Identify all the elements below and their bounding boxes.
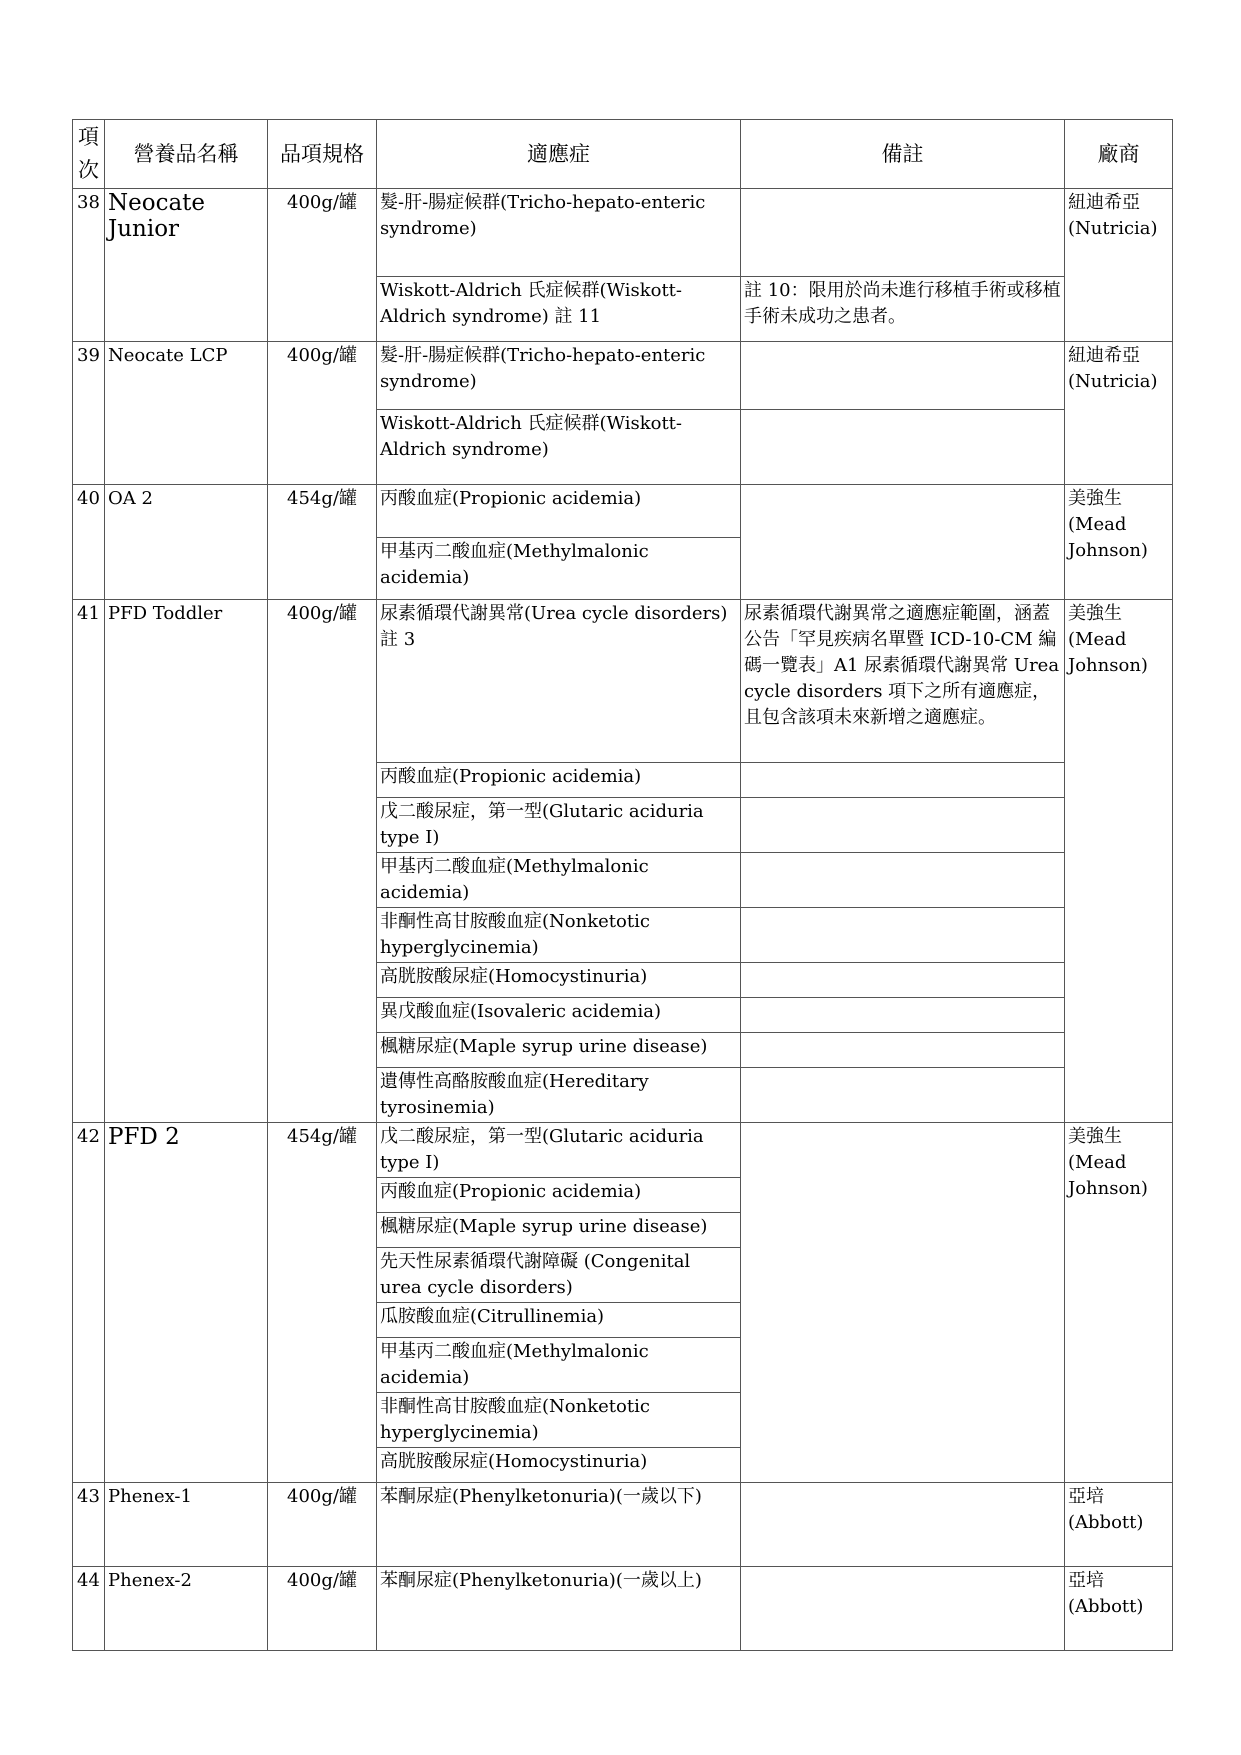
indication-cell: 戊二酸尿症，第一型(Glutaric aciduria type I) xyxy=(377,1123,741,1178)
indication-cell: 甲基丙二酸血症(Methylmalonic acidemia) xyxy=(377,853,741,908)
indication-cell: 苯酮尿症(Phenylketonuria)(一歲以下) xyxy=(377,1483,741,1567)
product-name: Phenex-1 xyxy=(105,1483,268,1567)
table-row xyxy=(73,1567,1173,1651)
product-name: OA 2 xyxy=(105,485,268,600)
product-spec: 400g/罐 xyxy=(268,342,377,485)
item-number: 39 xyxy=(73,342,105,485)
vendor-cell: 美強生(Mead Johnson) xyxy=(1065,600,1173,1123)
note-cell: 註 10：限用於尚未進行移植手術或移植手術未成功之患者。 xyxy=(741,277,1065,342)
note-cell xyxy=(741,189,1065,277)
indication-cell: 苯酮尿症(Phenylketonuria)(一歲以上) xyxy=(377,1567,741,1651)
note-cell xyxy=(741,342,1065,410)
indication-cell: 丙酸血症(Propionic acidemia) xyxy=(377,485,741,538)
table-row xyxy=(73,600,1173,763)
indication-cell: 異戊酸血症(Isovaleric acidemia) xyxy=(377,998,741,1033)
table-row xyxy=(73,342,1173,410)
product-spec: 400g/罐 xyxy=(268,600,377,1123)
note-cell xyxy=(741,853,1065,908)
nutrition-product-table xyxy=(72,119,1173,1651)
indication-cell: 髮-肝-腸症候群(Tricho-hepato-enteric syndrome) xyxy=(377,189,741,277)
item-number: 42 xyxy=(73,1123,105,1483)
indication-cell: Wiskott-Aldrich 氏症候群(Wiskott-Aldrich syndrome) xyxy=(377,410,741,485)
note-cell xyxy=(741,485,1065,600)
header-vendor: 廠商 xyxy=(1065,120,1173,189)
note-cell xyxy=(741,908,1065,963)
indication-cell: 高胱胺酸尿症(Homocystinuria) xyxy=(377,963,741,998)
indication-cell: 髮-肝-腸症候群(Tricho-hepato-enteric syndrome) xyxy=(377,342,741,410)
note-cell xyxy=(741,998,1065,1033)
indication-cell: 遺傳性高酪胺酸血症(Hereditary tyrosinemia) xyxy=(377,1068,741,1123)
vendor-cell: 紐迪希亞(Nutricia) xyxy=(1065,189,1173,342)
vendor-cell: 美強生(Mead Johnson) xyxy=(1065,1123,1173,1483)
product-spec: 400g/罐 xyxy=(268,1483,377,1567)
vendor-cell: 亞培(Abbott) xyxy=(1065,1483,1173,1567)
header-note: 備註 xyxy=(741,120,1065,189)
item-number: 38 xyxy=(73,189,105,342)
note-cell xyxy=(741,1068,1065,1123)
product-spec: 454g/罐 xyxy=(268,1123,377,1483)
note-cell xyxy=(741,798,1065,853)
indication-cell: 丙酸血症(Propionic acidemia) xyxy=(377,763,741,798)
indication-cell: 非酮性高甘胺酸血症(Nonketotic hyperglycinemia) xyxy=(377,908,741,963)
indication-cell: 楓糖尿症(Maple syrup urine disease) xyxy=(377,1213,741,1248)
table-header-row xyxy=(73,120,1173,189)
item-number: 44 xyxy=(73,1567,105,1651)
indication-cell: 戊二酸尿症，第一型(Glutaric aciduria type I) xyxy=(377,798,741,853)
note-cell: 尿素循環代謝異常之適應症範圍，涵蓋公告「罕見疾病名單暨 ICD-10-CM 編碼一覽表」A1 尿素循環代謝異常 Urea cycle disorders 項下之所有適應症，且包含該項未來新增之適應症。 xyxy=(741,600,1065,763)
note-cell xyxy=(741,963,1065,998)
product-name: Neocate Junior xyxy=(105,189,268,342)
table-row xyxy=(73,189,1173,277)
indication-cell: Wiskott-Aldrich 氏症候群(Wiskott-Aldrich syndrome) 註 11 xyxy=(377,277,741,342)
indication-cell: 非酮性高甘胺酸血症(Nonketotic hyperglycinemia) xyxy=(377,1393,741,1448)
vendor-cell: 美強生(Mead Johnson) xyxy=(1065,485,1173,600)
product-spec: 454g/罐 xyxy=(268,485,377,600)
indication-cell: 瓜胺酸血症(Citrullinemia) xyxy=(377,1303,741,1338)
product-spec: 400g/罐 xyxy=(268,189,377,342)
vendor-cell: 亞培(Abbott) xyxy=(1065,1567,1173,1651)
note-cell xyxy=(741,1123,1065,1483)
indication-cell: 楓糖尿症(Maple syrup urine disease) xyxy=(377,1033,741,1068)
note-cell xyxy=(741,1567,1065,1651)
product-name: PFD 2 xyxy=(105,1123,268,1483)
table-row xyxy=(73,1483,1173,1567)
document-page xyxy=(72,119,1173,1651)
note-cell xyxy=(741,1033,1065,1068)
note-cell xyxy=(741,410,1065,485)
note-cell xyxy=(741,763,1065,798)
indication-cell: 丙酸血症(Propionic acidemia) xyxy=(377,1178,741,1213)
item-number: 43 xyxy=(73,1483,105,1567)
table-row xyxy=(73,485,1173,538)
table-row xyxy=(73,1123,1173,1178)
indication-cell: 先天性尿素循環代謝障礙 (Congenital urea cycle disorders) xyxy=(377,1248,741,1303)
header-indication: 適應症 xyxy=(377,120,741,189)
vendor-cell: 紐迪希亞(Nutricia) xyxy=(1065,342,1173,485)
note-cell xyxy=(741,1483,1065,1567)
product-name: Phenex-2 xyxy=(105,1567,268,1651)
header-item-number: 項次 xyxy=(73,120,105,189)
product-spec: 400g/罐 xyxy=(268,1567,377,1651)
indication-cell: 甲基丙二酸血症(Methylmalonic acidemia) xyxy=(377,538,741,600)
header-product-name: 營養品名稱 xyxy=(105,120,268,189)
indication-cell: 尿素循環代謝異常(Urea cycle disorders) 註 3 xyxy=(377,600,741,763)
header-spec: 品項規格 xyxy=(268,120,377,189)
indication-cell: 高胱胺酸尿症(Homocystinuria) xyxy=(377,1448,741,1483)
item-number: 40 xyxy=(73,485,105,600)
indication-cell: 甲基丙二酸血症(Methylmalonic acidemia) xyxy=(377,1338,741,1393)
product-name: Neocate LCP xyxy=(105,342,268,485)
item-number: 41 xyxy=(73,600,105,1123)
product-name: PFD Toddler xyxy=(105,600,268,1123)
